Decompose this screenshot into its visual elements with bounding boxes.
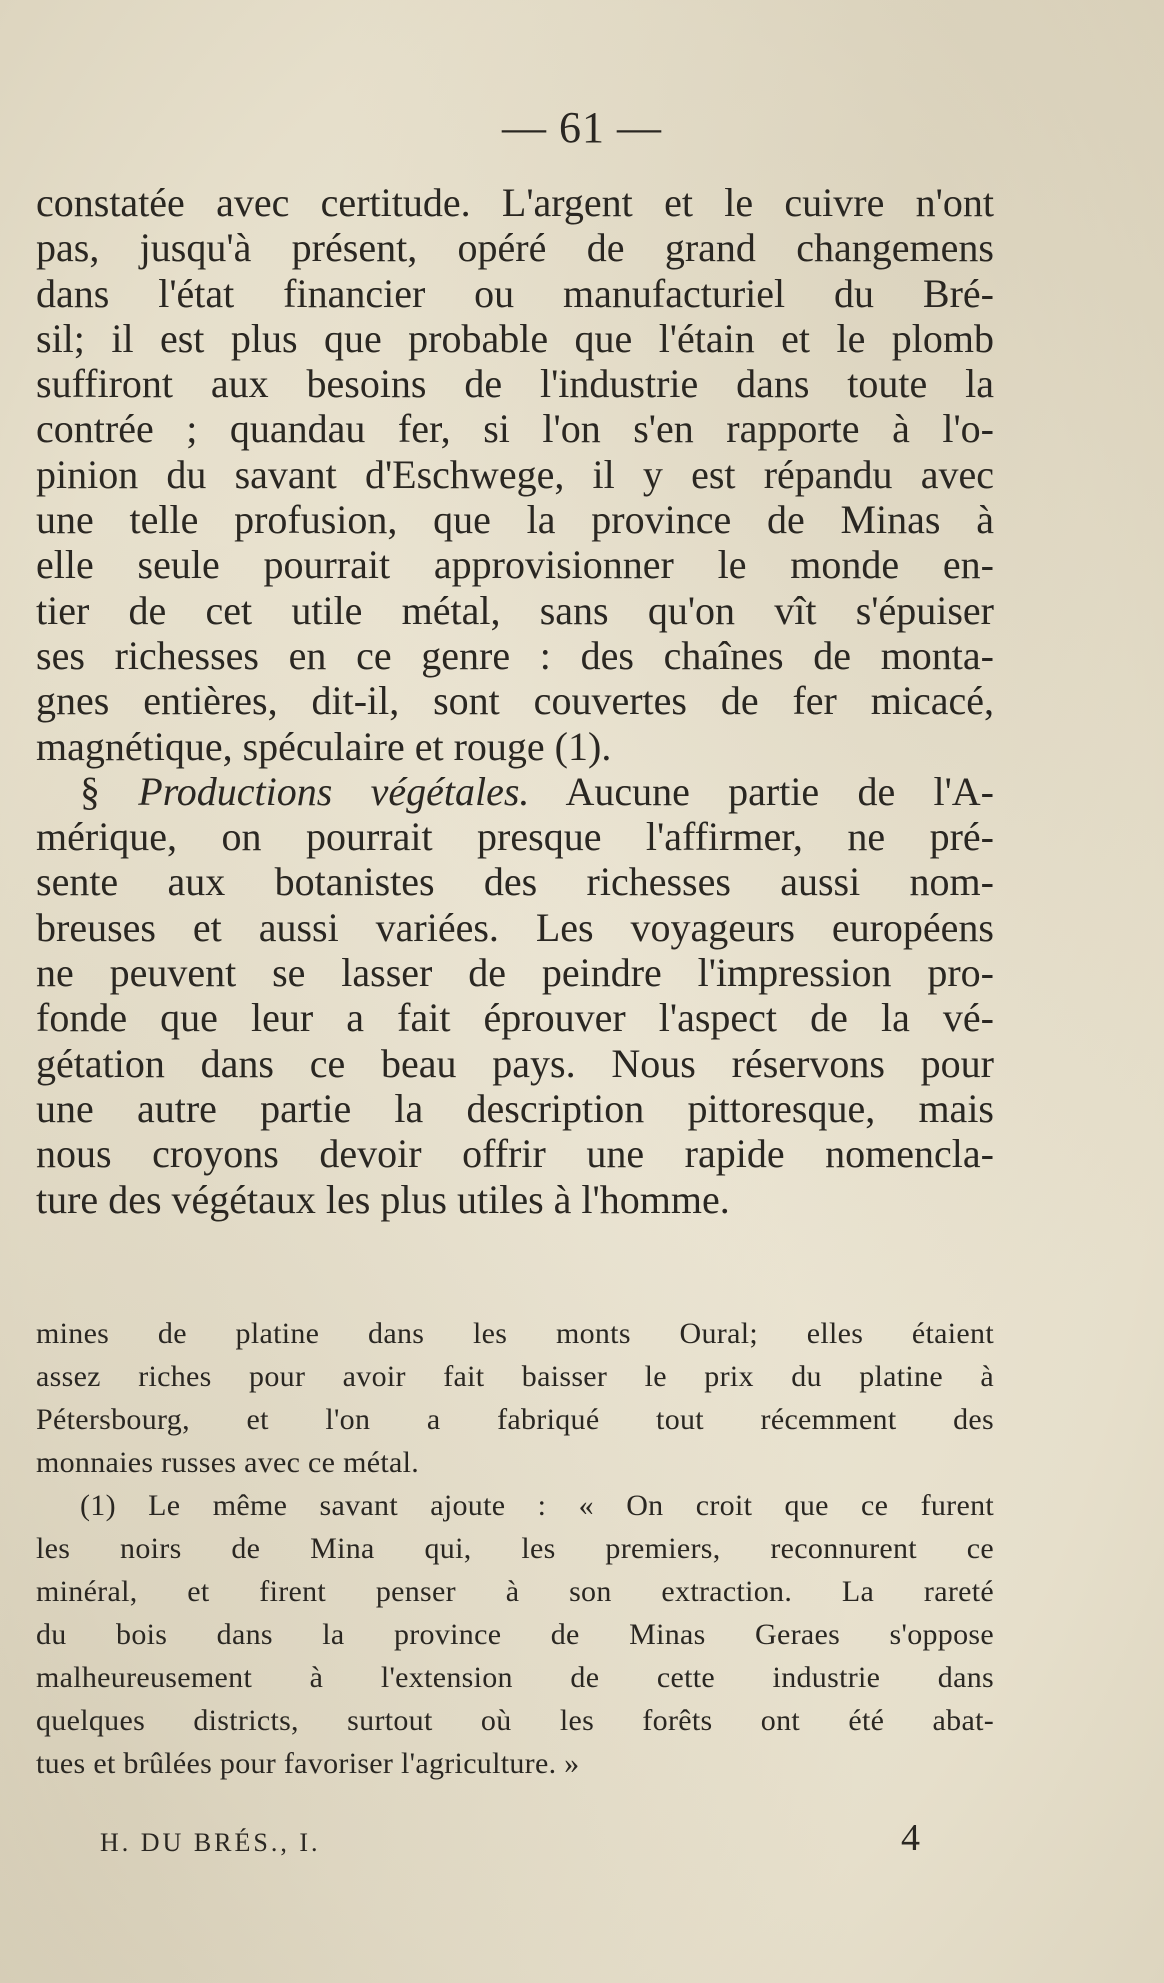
text-line: mérique, on pourrait presque l'affirmer, ne pré- — [36, 814, 994, 860]
text-line: contrée ; quandau fer, si l'on s'en rapporte à l'o- — [36, 406, 994, 452]
text-line: pinion du savant d'Eschwege, il y est répandu avec — [36, 451, 994, 497]
section-title: Productions végétales. — [138, 768, 530, 814]
footnotes — [36, 1312, 994, 1785]
text-line: une telle profusion, que la province de Minas à — [36, 497, 994, 543]
signature-mark: H. DU BRÉS., I. — [100, 1828, 321, 1857]
text-line: breuses et aussi variées. Les voyageurs européens — [36, 904, 994, 950]
text-line: ses richesses en ce genre : des chaînes de monta- — [36, 632, 994, 678]
footnote-line: du bois dans la province de Minas Geraes s'oppose — [36, 1618, 994, 1651]
page-footer — [100, 1817, 920, 1862]
footnote-line: tues et brûlées pour favoriser l'agriculture. » — [36, 1747, 580, 1780]
footnote-line: Pétersbourg, et l'on a fabriqué tout récemment des — [36, 1403, 994, 1436]
text-line: elle seule pourrait approvisionner le monde en- — [36, 542, 994, 588]
page-number: — 61 — — [502, 103, 662, 152]
footnote-line: quelques districts, surtout où les forêts ont été abat- — [36, 1704, 994, 1737]
footnote-line: malheureusement à l'extension de cette industrie dans — [36, 1661, 994, 1694]
text-line: tier de cet utile métal, sans qu'on vît s'épuiser — [36, 587, 994, 633]
section-heading-line — [36, 769, 994, 814]
text-line: ture des végétaux les plus utiles à l'homme. — [36, 1176, 730, 1222]
text-line: sil; il est plus que probable que l'étain et le plomb — [36, 315, 994, 361]
footnote-line: minéral, et firent penser à son extraction. La rareté — [36, 1575, 994, 1608]
text-line: gnes entières, dit-il, sont couvertes de fer micacé, — [36, 678, 994, 724]
main-text — [36, 180, 994, 1222]
footnote-line: (1) Le même savant ajoute : « On croit que ce furent — [80, 1489, 994, 1522]
footnote-line: monnaies russes avec ce métal. — [36, 1446, 420, 1479]
text-line: nous croyons devoir offrir une rapide nomencla- — [36, 1131, 994, 1177]
sheet-number: 4 — [901, 1817, 920, 1859]
text-line: constatée avec certitude. L'argent et le cuivre n'ont — [36, 180, 994, 225]
text-line: ne peuvent se lasser de peindre l'impression pro- — [36, 950, 994, 996]
section-text: Aucune partie de l'A- — [529, 768, 994, 814]
footnote-line: assez riches pour avoir fait baisser le prix du platine à — [36, 1360, 994, 1393]
text-line: dans l'état financier ou manufacturiel du Bré- — [36, 270, 994, 316]
text-line: pas, jusqu'à présent, opéré de grand changemens — [36, 225, 994, 271]
text-line: sente aux botanistes des richesses aussi nom- — [36, 859, 994, 905]
footnote-line: les noirs de Mina qui, les premiers, reconnurent ce — [36, 1532, 994, 1565]
section-mark: § — [80, 768, 139, 814]
text-line: une autre partie la description pittoresque, mais — [36, 1085, 994, 1131]
text-line: magnétique, spéculaire et rouge (1). — [36, 723, 612, 769]
text-line: gétation dans ce beau pays. Nous réservons pour — [36, 1040, 994, 1086]
footnote-line: mines de platine dans les monts Oural; elles étaient — [36, 1317, 994, 1350]
text-line: fonde que leur a fait éprouver l'aspect de la vé- — [36, 995, 994, 1041]
text-line: suffiront aux besoins de l'industrie dans toute la — [36, 361, 994, 407]
